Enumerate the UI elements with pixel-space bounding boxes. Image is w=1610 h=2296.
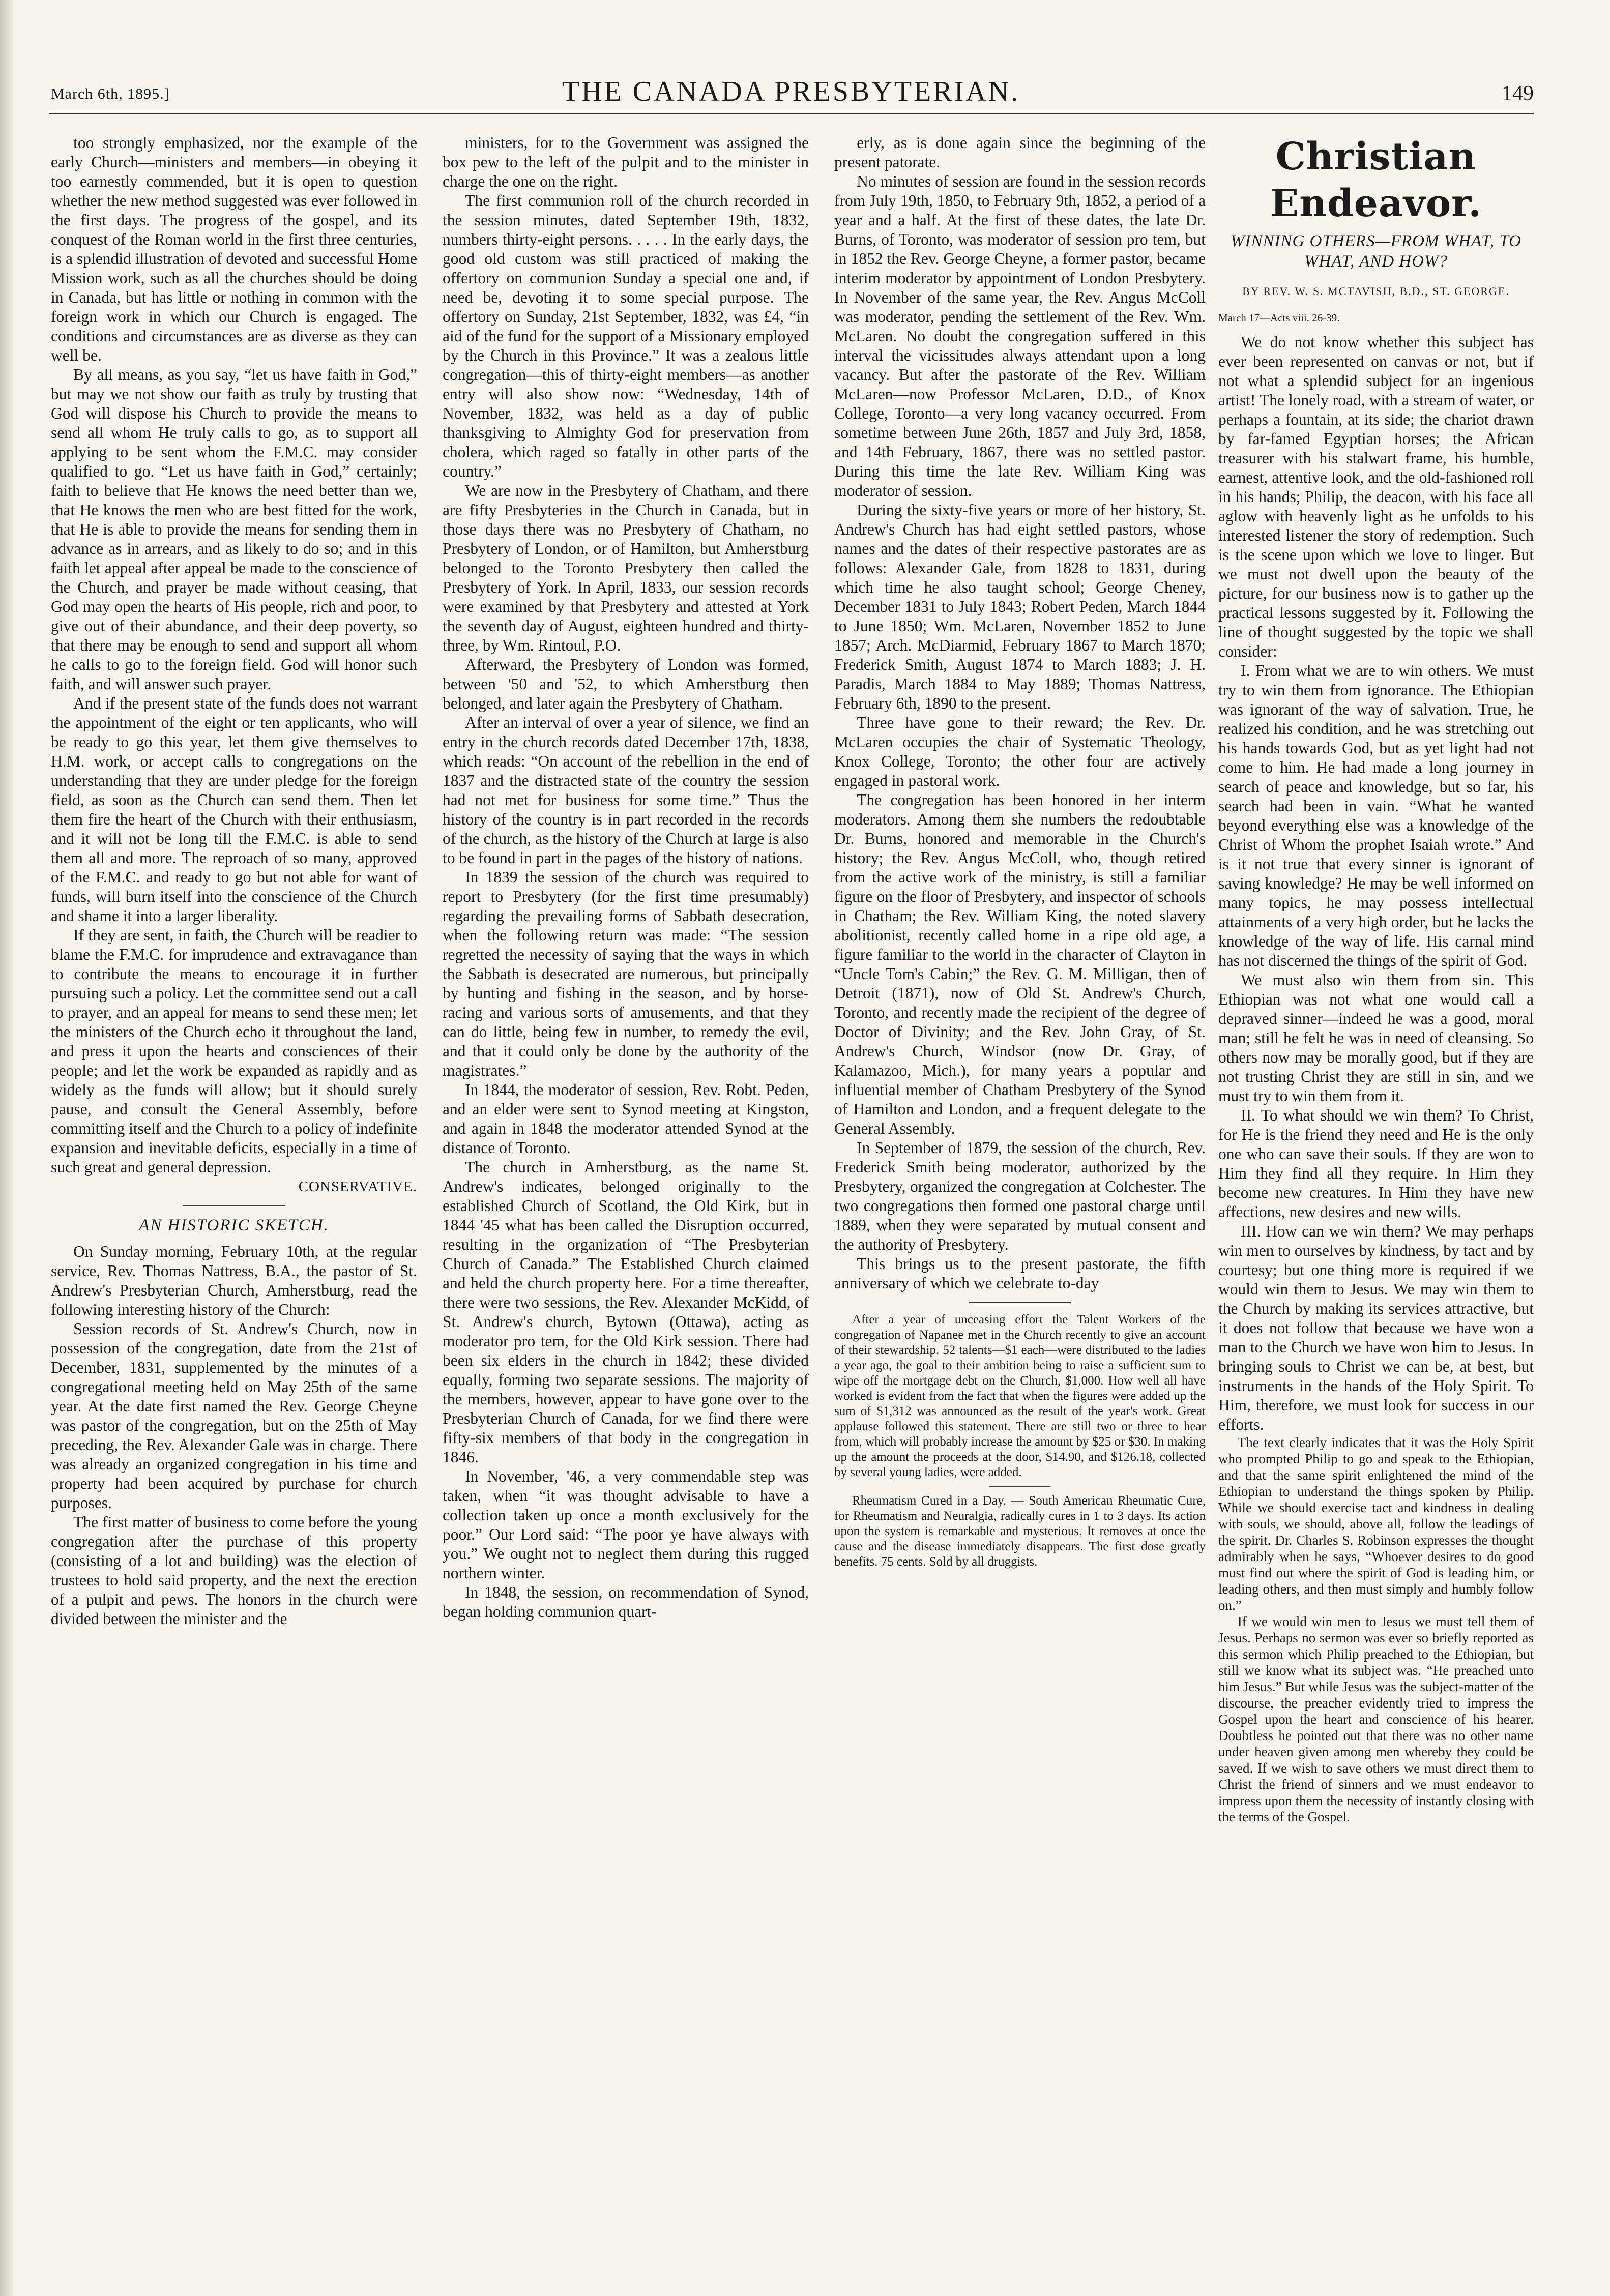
column-2 — [443, 133, 809, 2255]
paragraph: We must also win them from sin. This Ethiopian was not what one would call a depraved sinner—indeed he was a good, moral man; still he felt he was in need of cleansing. So others now may be morally good, but if they are not trusting Christ they are still in sin, and we must try to win them from it. — [1218, 971, 1534, 1105]
paragraph: And if the present state of the funds does not warrant the appointment of the eight or ten applicants, who will be ready to go this year, let them give themselves to H.M. work, or accept calls to congregations on the understanding that they are under pledge for the foreign field, as soon as the Church can send them. Then let them fire the heart of the Church with their enthusiasm, and it will not be long till the F.M.C. is able to send them all and more. The reproach of so many, approved of the F.M.C. and ready to go but not able for want of funds, will burn itself into the conscience of the Church and shame it into a larger liberality. — [51, 694, 417, 925]
paragraph: I. From what we are to win others. We must try to win them from ignorance. The Ethiopian was ignorant of the way of salvation. True, he realized his condition, and he was stretching out his hands towards God, but as yet light had not come to him. He had made a long journey in search of peace and knowledge, but so far, his search had been in vain. “What he wanted beyond everything else was a knowledge of the Christ of Whom the prophet Isaiah wrote.” And is it not true that every sinner is ignorant of saving knowledge? He may be well informed on many topics, he may possess intellectual attainments of a very high order, but he lacks the knowledge of the way of life. His carnal mind has not discerned the things of the spirit of God. — [1218, 662, 1534, 969]
news-note: After a year of unceasing effort the Talent Workers of the congregation of Napanee met in the Church recently to give an account of their stewardship. 52 talents—$1 each—were distributed to the ladies a year ago, the goal to their ambition being to raise a sufficient sum to wipe off the mortgage debt on the Church, $1,000. How well all have worked is evident from the fact that when the figures were added up the sum of $1,312 was announced as the result of the year's work. Great applause followed this statement. There are still two or three to hear from, which will probably increase the amount by $25 or $30. In making up the amount the proceeds at the door, $14.90, and $126.18, collected by several young ladies, were added. — [834, 1313, 1206, 1479]
paragraph: We are now in the Presbytery of Chatham, and there are fifty Presbyteries in the Church in Canada, but in those days there was no Presbytery of Chatham, no Presbytery of London, or of Hamilton, but Amherstburg belonged to the Toronto Presbytery then called the Presbytery of York. In April, 1833, our session records were examined by that Presbytery and attested at York the seventh day of August, eighteen hundred and thirty-three, by Wm. Rintoul, P.O. — [443, 482, 809, 654]
column-4 — [1218, 133, 1534, 2255]
paragraph: The congregation has been honored in her interm moderators. Among them she numbers the redoubtable Dr. Burns, honored and memorable in the Church's history; the Rev. Angus McColl, who, though retired from the active work of the ministry, is still a familiar figure on the floor of Presbytery, and inspector of schools in Chatham; the Rev. William King, the noted slavery abolitionist, recently called home in a ripe old age, a figure familiar to the world in the character of Clayton in “Uncle Tom's Cabin;” the Rev. G. M. Milligan, then of Detroit (1871), now of Old St. Andrew's Church, Toronto, and recently made the recipient of the degree of Doctor of Divinity; and the Rev. John Gray, of St. Andrew's Church, Windsor (now Dr. Gray, of Kalamazoo, Mich.), for many years a popular and influential member of Chatham Presbytery of the Synod of Hamilton and London, and a frequent delegate to the General Assembly. — [834, 791, 1206, 1137]
paragraph: If we would win men to Jesus we must tell them of Jesus. Perhaps no sermon was ever so briefly reported as this sermon which Philip preached to the Ethiopian, but still we know what its subject was. “He preached unto him Jesus.” But while Jesus was the subject-matter of the discourse, the preacher evidently tried to impress the Gospel upon the heart and conscience of his hearer. Doubtless he pointed out that there was no other name under heaven given among men whereby they could be saved. If we wish to save others we must direct them to Christ the friend of sinners and we must endeavor to impress upon them the necessity of instantly closing with the terms of the Gospel. — [1218, 1614, 1534, 1824]
paragraph: The first matter of business to come before the young congregation after the purchase of this property (consisting of a lot and building) was the election of trustees to hold said property, and the next the erection of a pulpit and pews. The honors in the church were divided between the minister and the — [51, 1513, 417, 1628]
paragraph: During the sixty-five years or more of her history, St. Andrew's Church has had eight settled pastors, whose names and the dates of their respective pastorates are as follows: Alexander Gale, from 1828 to 1831, during which time he also taught school; George Cheney, December 1831 to July 1843; Robert Peden, March 1844 to June 1850; Wm. McLaren, November 1852 to June 1857; Arch. McDiarmid, February 1867 to March 1870; Frederick Smith, August 1874 to March 1883; J. H. Paradis, March 1884 to May 1889; Thomas Nattress, February 6th, 1890 to the present. — [834, 501, 1206, 712]
small-type-block — [1218, 1434, 1534, 1825]
paragraph: This brings us to the present pastorate, the fifth anniversary of which we celebrate to-day — [834, 1255, 1206, 1292]
letter-signature: CONSERVATIVE. — [298, 1179, 417, 1195]
paragraph: On Sunday morning, February 10th, at the regular service, Rev. Thomas Nattress, B.A., the pastor of St. Andrew's Presbyterian Church, Amherstburg, read the following interesting history of the Church: — [51, 1243, 417, 1318]
newspaper-title: THE CANADA PRESBYTERIAN. — [562, 76, 1020, 107]
scripture-reference: March 17—Acts viii. 26-39. — [1218, 312, 1340, 324]
paragraph: By all means, as you say, “let us have faith in God,” but may we not show our faith as truly by trusting that God will dispose his Church to provide the means to send all whom He truly calls to go, as to support all applying to be sent whom the F.M.C. may consider qualified to go. “Let us have faith in God,” certainly; faith to believe that He knows the need better than we, that He knows the men who are best fitted for the work, that He is able to provide the means for sending them in advance as in arrears, and as likely to do so; and in this faith let appeal after appeal be made to the conscience of the Church, and prayer be made without ceasing, that God may open the hearts of His people, rich and poor, to give out of their abundance, and their deep poverty, so that there may be enough to send and support all whom he calls to go to the foreign field. God will honor such faith, and will answer such prayer. — [51, 366, 417, 693]
paragraph: The text clearly indicates that it was the Holy Spirit who prompted Philip to go and speak to the Ethiopian, and that the same spirit enlightened the mind of the Ethiopian to understand the things spoken by Philip. While we should exercise tact and kindness in dealing with souls, we should, above all, follow the leadings of the spirit. Dr. Charles S. Robinson expresses the thought admirably when he says, “Whoever desires to do good must find out where the spirit of God is leading him, or leading others, and then must simply and humbly follow on.” — [1218, 1435, 1534, 1613]
section-divider — [989, 1486, 1050, 1487]
byline: BY REV. W. S. MCTAVISH, B.D., ST. GEORGE. — [1242, 285, 1510, 298]
paragraph: The church in Amherstburg, as the name St. Andrew's indicates, belonged originally to the established Church of Scotland, the Old Kirk, but in 1844 '45 what has been called the Disruption occurred, resulting in the organization of “The Presbyterian Church of Canada.” The Established Church claimed and held the church property here. For a time thereafter, there were two sessions, the Rev. Alexander McKidd, of St. Andrew's church, Bytown (Ottawa), acting as moderator pro tem, for the Old Kirk session. There had been six elders in the church in 1842; these divided equally, forming two separate sessions. The majority of the members, however, appear to have gone over to the Presbyterian Church of Canada, for we find there were fifty-six members of that body in the congregation in 1846. — [443, 1158, 809, 1466]
news-notes — [834, 1312, 1206, 1570]
paragraph: Three have gone to their reward; the Rev. Dr. McLaren occupies the chair of Systematic Theology, Knox College, Toronto; the other four are actively engaged in pastoral work. — [834, 714, 1206, 789]
page-binding-edge — [0, 0, 13, 2296]
article-subtitle: WINNING OTHERS—FROM WHAT, TO WHAT, AND HOW? — [1231, 232, 1521, 271]
advertisement-note: Rheumatism Cured in a Day. — South American Rheumatic Cure, for Rheumatism and Neuralgia, radically cures in 1 to 3 days. Its action upon the system is remarkable and mysterious. It removes at once the cause and the disease immediately disappears. The first dose greatly benefits. 75 cents. Sold by all druggists. — [834, 1494, 1206, 1569]
section-divider — [183, 1205, 285, 1206]
paragraph: After an interval of over a year of silence, we find an entry in the church records dated December 17th, 1838, which reads: “On account of the rebellion in the end of 1837 and the distracted state of the country the session had not met for business for some time.” Thus the history of the country is in part recorded in the records of the church, as the history of the Church at large is also to be found in part in the pages of the history of nations. — [443, 714, 809, 867]
paragraph: II. To what should we win them? To Christ, for He is the friend they need and He is the only one who can save their souls. If they are won to Him they find all they require. In Him they become new creatures. In Him they have new affections, new desires and new wills. — [1218, 1106, 1534, 1221]
column-1 — [51, 133, 417, 2255]
paragraph: too strongly emphasized, nor the example of the early Church—ministers and members—in obeying it too earnestly commended, but it is open to question whether the new method suggested was ever followed in the first days. The progress of the gospel, and its conquest of the Roman world in the first three centuries, is a splendid illustration of devoted and successful Home Mission work, such as all the churches should be doing in Canada, but has little or nothing in common with the foreign work in which our Church is engaged. The conditions and circumstances are as diverse as they can well be. — [51, 134, 417, 364]
paragraph: Session records of St. Andrew's Church, now in possession of the congregation, date from the 21st of December, 1831, supplemented by the minutes of a congregational meeting held on May 25th of the same year. At the date first named the Rev. George Cheyne was pastor of the congregation, but on the 25th of May preceding, the Rev. Alexander Gale was in charge. There was already an organized congregation in his time and property had been acquired by purchase for church purposes. — [51, 1320, 417, 1512]
paragraph: In November, '46, a very commendable step was taken, when “it was thought advisable to have a collection taken up once a month exclusively for the poor.” Our Lord said: “The poor ye have always with you.” We ought not to neglect them during this rugged northern winter. — [443, 1467, 809, 1582]
paragraph: The first communion roll of the church recorded in the session minutes, dated September 19th, 1832, numbers thirty-eight persons. . . . . In the early days, the good old custom was still practiced of making the offertory on communion Sunday a special one and, if need be, devoting it to some special purpose. The offertory on Sunday, 21st September, 1832, was £4, “in aid of the fund for the support of a Missionary employed by the Church in this Province.” It was a zealous little congregation—this of thirty-eight members—as another entry will also show now: “Wednesday, 14th of November, 1832, was held as a day of public thanksgiving to Almighty God for preservation from cholera, which raged so fatally in other parts of the country.” — [443, 192, 809, 480]
paragraph: In 1844, the moderator of session, Rev. Robt. Peden, and an elder were sent to Synod meeting at Kingston, and again in 1848 the moderator attended Synod at the distance of Toronto. — [443, 1081, 809, 1157]
section-divider — [969, 1302, 1071, 1303]
paragraph: We do not know whether this subject has ever been represented on canvas or not, but if not what a splendid subject for an ingenious artist! The lonely road, with a stream of water, or perhaps a fountain, at its side; the chariot drawn by far-famed Egyptian horses; the African treasurer with his stalwart frame, his humble, earnest, attentive look, and the old-fashioned roll in his hands; Philip, the deacon, with his face all aglow with heavenly light as he unfolds to his interested listener the story of redemption. Such is the scene upon which we love to linger. But we must not dwell upon the beauty of the picture, for our business now is to gather up the practical lessons suggested by it. Following the line of thought suggested by the topic we shall consider: — [1218, 333, 1534, 660]
paragraph: In 1848, the session, on recommendation of Synod, began holding communion quart- — [443, 1583, 809, 1621]
paragraph: Afterward, the Presbytery of London was formed, between '50 and '52, to which Amherstburg then belonged, and later again the Presbytery of Chatham. — [443, 656, 809, 712]
issue-date: March 6th, 1895.] — [51, 85, 170, 102]
article-heading: AN HISTORIC SKETCH. — [139, 1216, 329, 1234]
header-rule — [49, 113, 1534, 114]
paragraph: In September of 1879, the session of the church, Rev. Frederick Smith being moderator, authorized by the Presbytery, organized the congregation at Colchester. The two congregations then formed one pastoral charge until 1889, when they were separated by mutual consent and the authority of Presbytery. — [834, 1139, 1206, 1253]
paragraph: If they are sent, in faith, the Church will be readier to blame the F.M.C. for imprudence and extravagance than to contribute the means to encourage it in further pursuing such a policy. Let the committee send out a call to prayer, and an appeal for means to send these men; let the ministers of the Church echo it throughout the land, and press it upon the hearts and consciences of their people; and let the work be expanded as rapidly and as widely as the funds will allow; but it should surely pause, and consult the General Assembly, before committing itself and the Church to a policy of indefinite expansion and inevitable deficits, especially in a time of such great and general depression. — [51, 926, 417, 1176]
paragraph: erly, as is done again since the beginning of the present patorate. — [834, 134, 1206, 171]
section-title: Christian Endeavor. — [1270, 135, 1482, 225]
paragraph: III. How can we win them? We may perhaps win men to ourselves by kindness, by tact and by courtesy; but one thing more is required if we would win them to Jesus. We may win them to the Church by making its services attractive, but it does not follow that because we have won a man to the Church we have won him to Jesus. In bringing souls to Christ we can be, at best, but instruments in the hands of the Holy Spirit. To Him, therefore, we must look for success in our efforts. — [1218, 1222, 1534, 1433]
paragraph: No minutes of session are found in the session records from July 19th, 1850, to February 9th, 1852, a period of a year and a half. At the first of these dates, the late Dr. Burns, of Toronto, was moderator of session pro tem, but in 1852 the Rev. George Cheyne, a former pastor, became interim moderator by appointment of London Presbytery. In November of the same year, the Rev. Angus McColl was moderator, pending the settlement of the Rev. Wm. McLaren. No doubt the congregation suffered in this interval the vicissitudes always attendant upon a long vacancy. But after the pastorate of the Rev. William McLaren—now Professor McLaren, D.D., of Knox College, Toronto—a very long vacancy occurred. From sometime between June 26th, 1857 and July 3rd, 1858, and 14th February, 1867, there was no settled pastor. During this time the late Rev. William King was moderator of session. — [834, 172, 1206, 499]
paragraph: ministers, for to the Government was assigned the box pew to the left of the pulpit and to the minister in charge the one on the right. — [443, 134, 809, 190]
column-3 — [834, 133, 1206, 2255]
paragraph: In 1839 the session of the church was required to report to Presbytery (for the first time presumably) regarding the prevailing forms of Sabbath desecration, when the following return was made: “The session regretted the necessity of saying that the ways in which the Sabbath is desecrated are numerous, but principally by hunting and fishing in the season, and by horse-racing and various sorts of amusements, and that they can do little, being few in number, to remedy the evil, and that it could only be done by the authority of the magistrates.” — [443, 868, 809, 1079]
page-number: 149 — [1502, 82, 1534, 105]
